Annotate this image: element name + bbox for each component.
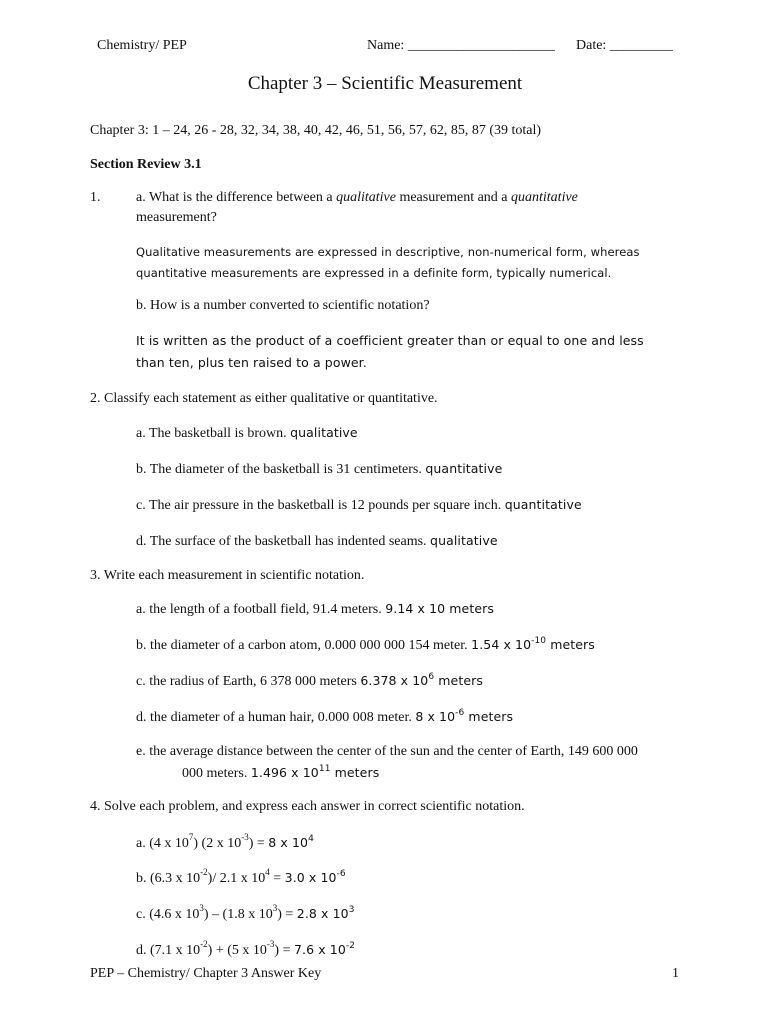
question-text: measurement and a	[395, 190, 512, 205]
answer-1a-line1: Qualitative measurements are expressed in descriptive, non-numerical form, whereas	[136, 245, 640, 259]
page-number: 1	[672, 966, 679, 981]
answer-1b-line1: It is written as the product of a coefficient greater than or equal to one and less	[136, 333, 644, 348]
answer-4d: 7.6 x $10^{-2}$	[293, 940, 356, 957]
emphasis-qualitative: qualitative	[336, 190, 396, 205]
question-3a: a. the length of a football field, 91.4 meters. 9.14 x 10 meters	[136, 601, 494, 617]
question-1b: b. How is a number converted to scientific notation?	[136, 298, 430, 313]
answer-1a-line2: quantitative measurements are expressed in a definite form, typically numerical.	[136, 266, 612, 280]
question-1a-line2: measurement?	[136, 210, 217, 225]
answer-2a: qualitative	[290, 425, 358, 440]
question-4a: a. (4 x $10^7$) (2 x $10^{-3}) = 8$ x $10^4$	[136, 832, 314, 851]
question-2d: d. The surface of the basketball has indented seams. qualitative	[136, 533, 498, 549]
page-title: Chapter 3 – Scientific Measurement	[247, 73, 523, 94]
question-4b: b. (6.3 x $10^{-2})/$ 2.1 x $10^4 = 3.0$ x $10^{-6}$	[136, 867, 346, 886]
question-2-prompt: 2. Classify each statement as either qualitative or quantitative.	[90, 391, 438, 406]
section-heading: Section Review 3.1	[90, 157, 202, 172]
question-4c: c. (4.6 x $10^3) - (1.8$ x $10^3) = 2.8$ x $10^3$	[136, 903, 355, 922]
answer-2b: quantitative	[425, 461, 503, 476]
question-3-prompt: 3. Write each measurement in scientific notation.	[90, 568, 365, 583]
question-1a	[136, 189, 578, 207]
answer-3c: 6.378 x $10^6$ meters	[360, 671, 483, 688]
question-4-prompt: 4. Solve each problem, and express each answer in correct scientific notation.	[90, 799, 525, 814]
question-2b: b. The diameter of the basketball is 31 centimeters. quantitative	[136, 461, 503, 477]
assignment-line: Chapter 3: 1 – 24, 26 - 28, 32, 34, 38, 40, 42, 46, 51, 56, 57, 62, 85, 87 (39 total)	[90, 123, 542, 138]
answer-3d: 8 x $10^{-6}$ meters	[415, 707, 514, 724]
answer-2d: qualitative	[430, 533, 498, 548]
question-3e-line2: 000 meters. 1.496 x $10^{11}$ meters	[182, 763, 380, 781]
question-2a: a. The basketball is brown. qualitative	[136, 425, 358, 441]
answer-4b: 3.0 x $10^{-6}$	[284, 868, 346, 885]
question-4d: d. (7.1 x $10^{-2}) + (5$ x $10^{-3}) = 7.6$ x $10^{-2}$	[136, 939, 356, 958]
answer-3e: 1.496 x $10^{11}$ meters	[250, 763, 380, 780]
answer-2c: quantitative	[504, 497, 582, 512]
question-3b: b. the diameter of a carbon atom, 0.000 000 000 154 meter. 1.54 x $10^{-10}$ meters	[136, 635, 595, 653]
answer-3a: 9.14 x 10 meters	[385, 601, 494, 616]
question-3e-line1: e. the average distance between the center of the sun and the center of Earth, 149 600 000	[136, 744, 638, 759]
question-3d: d. the diameter of a human hair, 0.000 008 meter. 8 x $10^{-6}$ meters	[136, 707, 514, 725]
question-3c: c. the radius of Earth, 6 378 000 meters 6.378 x $10^6$ meters	[136, 671, 483, 689]
date-field: Date: _________	[576, 38, 673, 53]
footer-left: PEP – Chemistry/ Chapter 3 Answer Key	[90, 966, 322, 981]
answer-4a: 8 x $10^4$	[268, 833, 314, 850]
course-label: Chemistry/ PEP	[97, 38, 187, 53]
question-2c: c. The air pressure in the basketball is 12 pounds per square inch. quantitative	[136, 497, 582, 513]
answer-4c: 2.8 x $10^3$	[296, 904, 355, 921]
question-number: 1.	[90, 190, 101, 205]
question-text: a. What is the difference between a	[136, 190, 337, 205]
name-field: Name: _____________________	[367, 38, 555, 53]
answer-1b-line2: than ten, plus ten raised to a power.	[136, 355, 367, 370]
answer-3b: 1.54 x $10^{-10}$ meters	[471, 635, 595, 652]
emphasis-quantitative: quantitative	[511, 190, 578, 205]
